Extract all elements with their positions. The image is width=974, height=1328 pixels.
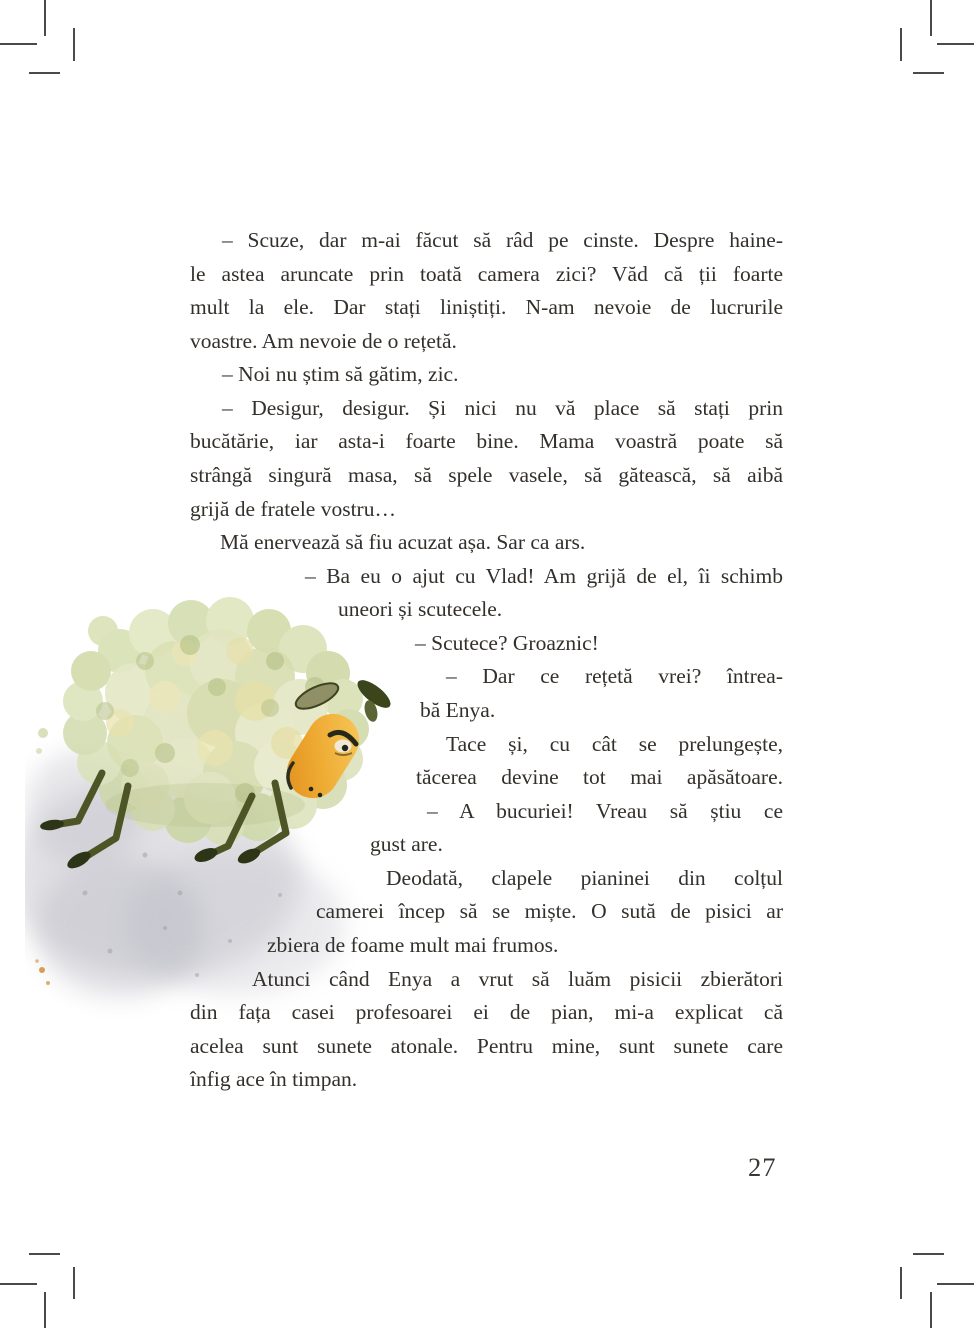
- crop-mark: [913, 72, 944, 74]
- page-number: 27: [748, 1152, 777, 1182]
- crop-mark: [73, 1267, 75, 1299]
- crop-mark: [913, 1253, 944, 1255]
- crop-mark: [900, 1267, 902, 1299]
- text-line: voastre. Am nevoie de o rețetă.: [190, 328, 457, 353]
- text-line: gust are.: [370, 832, 443, 857]
- text-line: înfig ace în timpan.: [190, 1067, 358, 1092]
- text-line: Atunci când Enya a vrut să luăm pisicii zbierători: [252, 966, 783, 991]
- text-line: – Noi nu știm să gătim, zic.: [222, 362, 459, 387]
- text-line: – Desigur, desigur. Și nici nu vă place să stați prin: [222, 395, 783, 420]
- crop-mark: [29, 72, 60, 74]
- crop-mark: [930, 0, 932, 36]
- text-line: tăcerea devine tot mai apăsătoare.: [416, 765, 783, 790]
- text-line: – A bucuriei! Vreau să știu ce: [427, 798, 783, 823]
- crop-mark: [44, 1292, 46, 1328]
- crop-mark: [0, 1283, 37, 1285]
- text-line: zbiera de foame mult mai frumos.: [267, 933, 559, 957]
- crop-mark: [0, 43, 37, 45]
- crop-mark: [29, 1253, 60, 1255]
- text-line: strângă singură masa, să spele vasele, să gătească, să aibă: [190, 463, 783, 487]
- text-line: – Ba eu o ajut cu Vlad! Am grijă de el, îi schimb: [305, 563, 783, 588]
- crop-mark: [73, 28, 75, 61]
- text-line: – Scuze, dar m-ai făcut să râd pe cinste. Despre haine-: [222, 228, 783, 252]
- crop-mark: [937, 1283, 974, 1285]
- text-line: bucătărie, iar asta-i foarte bine. Mama voastră poate să: [190, 429, 783, 454]
- text-line: Tace și, cu cât se prelungește,: [446, 731, 783, 756]
- crop-mark: [44, 0, 46, 36]
- text-line: le astea aruncate prin toată camera zici? Văd că ții foarte: [190, 261, 783, 286]
- text-line: bă Enya.: [420, 698, 496, 722]
- text-line: din fața casei profesoarei ei de pian, mi-a explicat că: [190, 1000, 783, 1025]
- text-line: – Dar ce rețetă vrei? întrea-: [446, 664, 783, 689]
- text-line: Mă enervează să fiu acuzat așa. Sar ca ars.: [220, 530, 586, 555]
- crop-mark: [930, 1292, 932, 1328]
- text-line: grijă de fratele vostru…: [190, 496, 396, 521]
- text-line: acelea sunt sunete atonale. Pentru mine, sunt sunete care: [190, 1033, 783, 1058]
- text-line: Deodată, clapele pianinei din colțul: [386, 865, 783, 890]
- text-line: uneori și scutecele.: [338, 597, 503, 622]
- text-line: mult la ele. Dar stați liniștiți. N-am nevoie de lucrurile: [190, 295, 783, 320]
- crop-mark: [937, 43, 974, 45]
- text-line: camerei încep să se miște. O sută de pisici ar: [316, 899, 783, 924]
- text-line: – Scutece? Groaznic!: [415, 630, 599, 655]
- crop-mark: [900, 28, 902, 61]
